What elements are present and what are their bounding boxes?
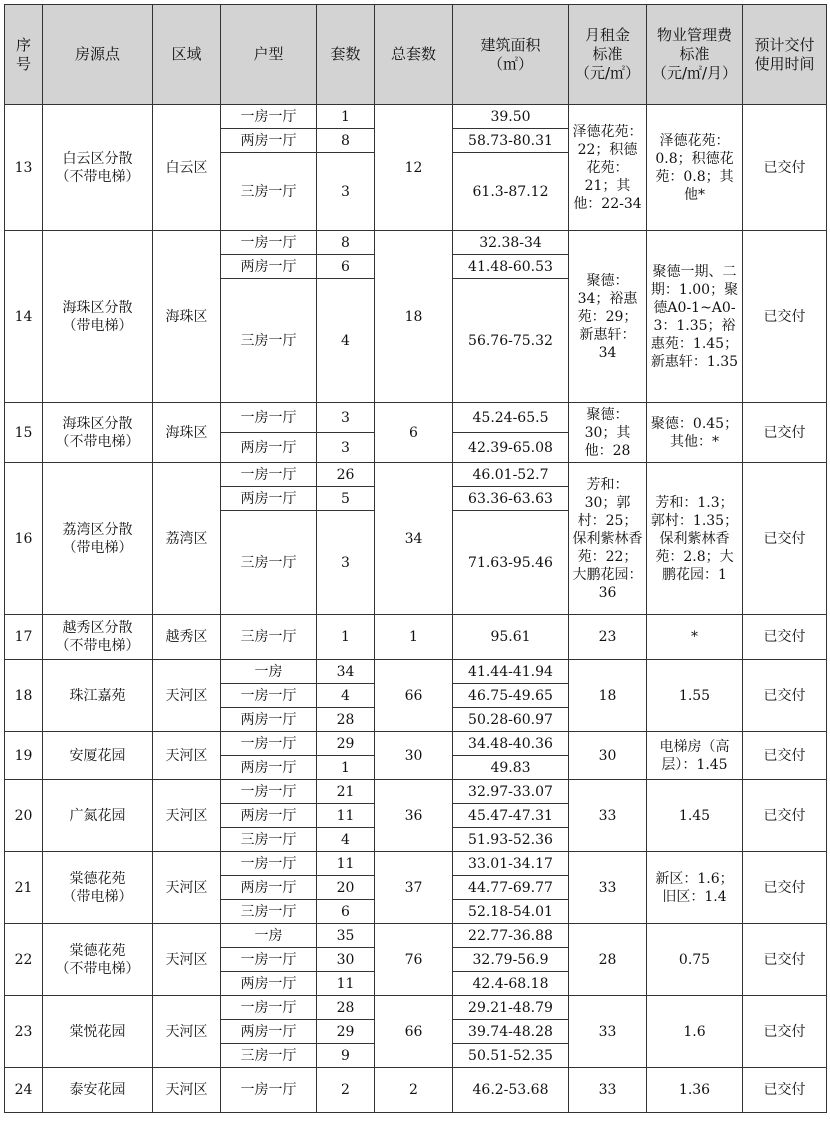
floor-area: 34.48-40.36 (453, 732, 569, 756)
property-name-main: 海珠区分散 (62, 415, 133, 432)
unit-count: 1 (317, 756, 375, 780)
property-name-main: 越秀区分散 (62, 620, 133, 636)
unit-type: 一房一厅 (221, 1068, 317, 1113)
header-fee-unit: （元/㎡/月） (651, 64, 738, 82)
unit-count: 2 (317, 1068, 375, 1113)
unit-type: 一房一厅 (221, 403, 317, 433)
management-fee: 聚德：0.45；其他：* (647, 403, 743, 463)
management-fee: * (647, 615, 743, 660)
property-name-main: 白云区分散 (62, 150, 133, 167)
property-name (43, 996, 153, 1068)
rent-standard: 33 (569, 852, 647, 924)
property-name-main: 广氮花园 (69, 807, 126, 824)
total-count: 30 (375, 732, 453, 780)
unit-count: 3 (317, 403, 375, 433)
floor-area: 42.4-68.18 (453, 972, 569, 996)
unit-count: 28 (317, 996, 375, 1020)
header-type: 户型 (221, 5, 317, 105)
rent-standard: 聚德：34；裕惠苑：29；新惠轩：34 (569, 231, 647, 403)
property-name-note: （带电梯） (62, 317, 133, 334)
floor-area: 39.50 (453, 105, 569, 129)
delivery-time: 已交付 (743, 1068, 827, 1113)
total-count: 18 (375, 231, 453, 403)
unit-type: 一房一厅 (221, 231, 317, 255)
total-count: 1 (375, 615, 453, 660)
property-name (43, 105, 153, 231)
unit-count: 35 (317, 924, 375, 948)
rent-standard: 33 (569, 1068, 647, 1113)
floor-area: 45.47-47.31 (453, 804, 569, 828)
floor-area: 61.3-87.12 (453, 153, 569, 231)
district: 海珠区 (153, 403, 221, 463)
floor-area: 29.21-48.79 (453, 996, 569, 1020)
management-fee: 1.6 (647, 996, 743, 1068)
unit-count: 8 (317, 129, 375, 153)
floor-area: 44.77-69.77 (453, 876, 569, 900)
unit-count: 1 (317, 105, 375, 129)
rent-standard: 33 (569, 996, 647, 1068)
unit-type: 一房 (221, 924, 317, 948)
management-fee: 电梯房（高层）：1.45 (647, 732, 743, 780)
property-name-note: （带电梯） (62, 539, 133, 556)
management-fee: 泽德花苑：0.8；积德花苑：0.8；其他* (647, 105, 743, 231)
unit-type: 一房一厅 (221, 780, 317, 804)
header-no: 序号 (5, 5, 43, 105)
row-no: 22 (5, 924, 43, 996)
unit-count: 30 (317, 948, 375, 972)
unit-count: 4 (317, 684, 375, 708)
table-row (5, 660, 827, 684)
unit-count: 9 (317, 1044, 375, 1068)
floor-area: 46.2-53.68 (453, 1068, 569, 1113)
delivery-time: 已交付 (743, 660, 827, 732)
district: 白云区 (153, 105, 221, 231)
table-row (5, 403, 827, 433)
rent-standard: 28 (569, 924, 647, 996)
rent-standard: 30 (569, 732, 647, 780)
table-row (5, 924, 827, 948)
floor-area: 42.39-65.08 (453, 433, 569, 463)
unit-type: 三房一厅 (221, 511, 317, 615)
property-name-main: 棠德花苑 (69, 942, 126, 959)
unit-type: 三房一厅 (221, 1044, 317, 1068)
property-name (43, 780, 153, 852)
management-fee: 芳和：1.3；郭村：1.35；保利紫林香苑：2.8；大鹏花园：1 (647, 463, 743, 615)
property-name (43, 463, 153, 615)
unit-type: 两房一厅 (221, 708, 317, 732)
floor-area: 63.36-63.63 (453, 487, 569, 511)
delivery-time: 已交付 (743, 231, 827, 403)
property-name-main: 安厦花园 (69, 747, 126, 764)
total-count: 66 (375, 660, 453, 732)
district: 天河区 (153, 780, 221, 852)
table-row (5, 780, 827, 804)
housing-table (4, 4, 827, 1113)
total-count: 76 (375, 924, 453, 996)
table-row (5, 1068, 827, 1113)
header-area-unit: （㎡） (487, 54, 533, 73)
property-name (43, 615, 153, 660)
floor-area: 71.63-95.46 (453, 511, 569, 615)
total-count: 66 (375, 996, 453, 1068)
unit-type: 两房一厅 (221, 972, 317, 996)
unit-count: 11 (317, 852, 375, 876)
rent-standard: 芳和：30；郭村：25；保利紫林香苑：22；大鹏花园：36 (569, 463, 647, 615)
delivery-time: 已交付 (743, 105, 827, 231)
property-name-main: 棠悦花园 (69, 1023, 126, 1040)
district: 海珠区 (153, 231, 221, 403)
row-no: 21 (5, 852, 43, 924)
property-name (43, 231, 153, 403)
unit-count: 6 (317, 255, 375, 279)
header-row (5, 5, 827, 105)
delivery-time: 已交付 (743, 924, 827, 996)
table-row (5, 105, 827, 129)
table-row (5, 852, 827, 876)
floor-area: 32.79-56.9 (453, 948, 569, 972)
unit-type: 三房一厅 (221, 153, 317, 231)
unit-count: 1 (317, 615, 375, 660)
header-delivery: 预计交付使用时间 (743, 5, 827, 105)
unit-type: 两房一厅 (221, 433, 317, 463)
district: 天河区 (153, 924, 221, 996)
floor-area: 45.24-65.5 (453, 403, 569, 433)
floor-area: 50.51-52.35 (453, 1044, 569, 1068)
property-name (43, 660, 153, 732)
property-name (43, 1068, 153, 1113)
unit-type: 三房一厅 (221, 900, 317, 924)
unit-type: 三房一厅 (221, 828, 317, 852)
row-no: 16 (5, 463, 43, 615)
unit-type: 两房一厅 (221, 804, 317, 828)
unit-count: 3 (317, 511, 375, 615)
row-no: 18 (5, 660, 43, 732)
unit-count: 4 (317, 828, 375, 852)
floor-area: 46.75-49.65 (453, 684, 569, 708)
delivery-time: 已交付 (743, 996, 827, 1068)
unit-count: 11 (317, 804, 375, 828)
floor-area: 22.77-36.88 (453, 924, 569, 948)
management-fee: 1.36 (647, 1068, 743, 1113)
header-total: 总套数 (375, 5, 453, 105)
delivery-time: 已交付 (743, 463, 827, 615)
property-name (43, 924, 153, 996)
unit-count: 28 (317, 708, 375, 732)
floor-area: 39.74-48.28 (453, 1020, 569, 1044)
management-fee: 聚德一期、二期：1.00；聚德A0-1~A0-3：1.35；裕惠苑：1.45；新惠轩：1.35 (647, 231, 743, 403)
rent-standard: 18 (569, 660, 647, 732)
floor-area: 33.01-34.17 (453, 852, 569, 876)
management-fee: 1.45 (647, 780, 743, 852)
unit-count: 5 (317, 487, 375, 511)
row-no: 23 (5, 996, 43, 1068)
table-row (5, 463, 827, 487)
header-name: 房源点 (43, 5, 153, 105)
delivery-time: 已交付 (743, 852, 827, 924)
property-name (43, 852, 153, 924)
unit-type: 两房一厅 (221, 756, 317, 780)
property-name-note: （不带电梯） (55, 433, 140, 450)
delivery-time: 已交付 (743, 732, 827, 780)
unit-type: 两房一厅 (221, 129, 317, 153)
delivery-time: 已交付 (743, 780, 827, 852)
unit-count: 21 (317, 780, 375, 804)
property-name-note: （不带电梯） (55, 638, 140, 654)
unit-type: 两房一厅 (221, 876, 317, 900)
total-count: 34 (375, 463, 453, 615)
unit-count: 8 (317, 231, 375, 255)
floor-area: 32.97-33.07 (453, 780, 569, 804)
unit-type: 一房一厅 (221, 996, 317, 1020)
property-name-main: 海珠区分散 (62, 299, 133, 316)
floor-area: 52.18-54.01 (453, 900, 569, 924)
unit-type: 一房一厅 (221, 684, 317, 708)
table-row (5, 732, 827, 756)
header-area (453, 5, 569, 105)
row-no: 17 (5, 615, 43, 660)
header-count: 套数 (317, 5, 375, 105)
floor-area: 50.28-60.97 (453, 708, 569, 732)
management-fee: 0.75 (647, 924, 743, 996)
property-name (43, 403, 153, 463)
floor-area: 32.38-34 (453, 231, 569, 255)
floor-area: 41.48-60.53 (453, 255, 569, 279)
unit-count: 3 (317, 153, 375, 231)
unit-type: 三房一厅 (221, 279, 317, 403)
unit-count: 3 (317, 433, 375, 463)
floor-area: 56.76-75.32 (453, 279, 569, 403)
floor-area: 46.01-52.7 (453, 463, 569, 487)
unit-count: 6 (317, 900, 375, 924)
property-name-note: （不带电梯） (55, 960, 140, 977)
header-fee-label: 物业管理费标准 (656, 26, 732, 63)
unit-type: 三房一厅 (221, 615, 317, 660)
delivery-time: 已交付 (743, 615, 827, 660)
district: 天河区 (153, 732, 221, 780)
unit-type: 一房一厅 (221, 732, 317, 756)
floor-area: 51.93-52.36 (453, 828, 569, 852)
row-no: 24 (5, 1068, 43, 1113)
district: 天河区 (153, 660, 221, 732)
floor-area: 41.44-41.94 (453, 660, 569, 684)
unit-count: 29 (317, 732, 375, 756)
unit-type: 一房一厅 (221, 948, 317, 972)
row-no: 15 (5, 403, 43, 463)
district: 天河区 (153, 1068, 221, 1113)
district: 天河区 (153, 996, 221, 1068)
property-name-main: 泰安花园 (69, 1082, 126, 1098)
header-district: 区域 (153, 5, 221, 105)
header-rent (569, 5, 647, 105)
unit-type: 一房一厅 (221, 852, 317, 876)
unit-count: 4 (317, 279, 375, 403)
rent-standard: 聚德：30；其他：28 (569, 403, 647, 463)
property-name (43, 732, 153, 780)
total-count: 12 (375, 105, 453, 231)
unit-count: 34 (317, 660, 375, 684)
unit-count: 26 (317, 463, 375, 487)
unit-count: 29 (317, 1020, 375, 1044)
district: 越秀区 (153, 615, 221, 660)
rent-standard: 23 (569, 615, 647, 660)
rent-standard: 泽德花苑：22；积德花苑：21；其他：22-34 (569, 105, 647, 231)
total-count: 6 (375, 403, 453, 463)
property-name-main: 荔湾区分散 (62, 521, 133, 538)
total-count: 36 (375, 780, 453, 852)
unit-type: 两房一厅 (221, 1020, 317, 1044)
delivery-time: 已交付 (743, 403, 827, 463)
header-rent-unit: （元/㎡） (574, 64, 641, 82)
header-fee (647, 5, 743, 105)
unit-type: 一房一厅 (221, 105, 317, 129)
unit-count: 20 (317, 876, 375, 900)
floor-area: 58.73-80.31 (453, 129, 569, 153)
property-name-note: （不带电梯） (55, 168, 140, 185)
management-fee: 新区：1.6；旧区：1.4 (647, 852, 743, 924)
unit-type: 一房 (221, 660, 317, 684)
property-name-note: （带电梯） (62, 888, 133, 905)
unit-type: 两房一厅 (221, 487, 317, 511)
unit-type: 两房一厅 (221, 255, 317, 279)
district: 荔湾区 (153, 463, 221, 615)
row-no: 14 (5, 231, 43, 403)
header-rent-label: 月租金标准 (584, 26, 630, 63)
table-row (5, 615, 827, 660)
row-no: 20 (5, 780, 43, 852)
district: 天河区 (153, 852, 221, 924)
floor-area: 95.61 (453, 615, 569, 660)
property-name-main: 棠德花苑 (69, 870, 126, 887)
row-no: 13 (5, 105, 43, 231)
table-row (5, 996, 827, 1020)
management-fee: 1.55 (647, 660, 743, 732)
total-count: 2 (375, 1068, 453, 1113)
rent-standard: 33 (569, 780, 647, 852)
unit-type: 一房一厅 (221, 463, 317, 487)
table-row (5, 231, 827, 255)
total-count: 37 (375, 852, 453, 924)
header-area-label: 建筑面积 (480, 35, 541, 54)
unit-count: 11 (317, 972, 375, 996)
property-name-main: 珠江嘉苑 (69, 687, 126, 704)
floor-area: 49.83 (453, 756, 569, 780)
row-no: 19 (5, 732, 43, 780)
